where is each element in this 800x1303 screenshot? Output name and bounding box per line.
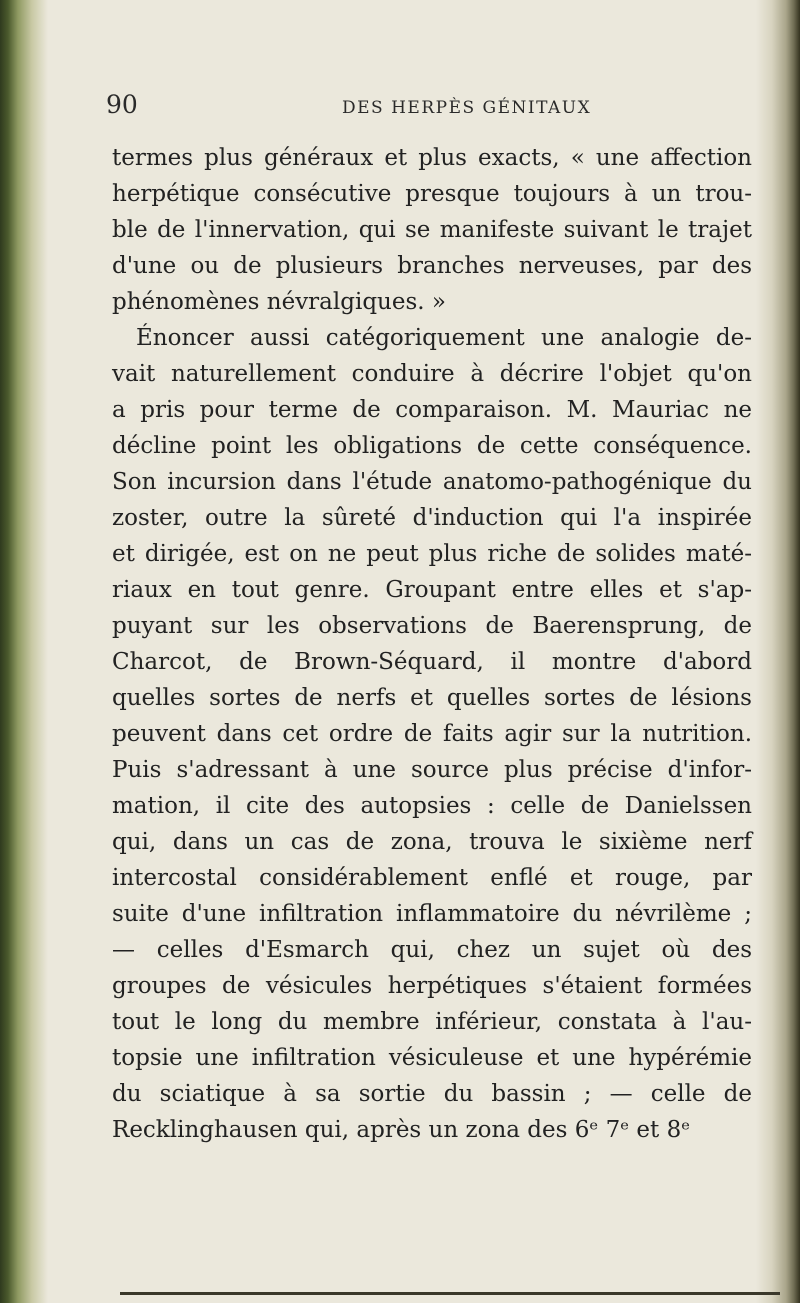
text-line: Énoncer aussi catégoriquement une analogie de- — [136, 325, 752, 351]
text-line: Charcot, de Brown-Séquard, il montre d'abord — [112, 649, 752, 675]
text-line: et dirigée, est on ne peut plus riche de solides maté- — [112, 541, 752, 567]
text-line: topsie une infiltration vésiculeuse et une hypérémie — [112, 1045, 752, 1071]
text-line: quelles sortes de nerfs et quelles sortes de lésions — [112, 685, 752, 711]
bottom-edge-line — [120, 1292, 780, 1295]
text-line: a pris pour terme de comparaison. M. Mauriac ne — [112, 397, 752, 423]
page-edge-shadow — [756, 0, 800, 1303]
running-title: DES HERPÈS GÉNITAUX — [342, 98, 592, 118]
text-line: riaux en tout genre. Groupant entre elles et s'ap- — [112, 577, 752, 603]
text-line: Recklinghausen qui, après un zona des 6ᵉ 7ᵉ et 8ᵉ — [112, 1117, 691, 1143]
page-header — [0, 88, 800, 122]
text-line: Puis s'adressant à une source plus précise d'infor- — [112, 757, 752, 783]
text-line: — celles d'Esmarch qui, chez un sujet où des — [112, 937, 752, 963]
page-number: 90 — [106, 90, 138, 119]
text-line: d'une ou de plusieurs branches nerveuses, par des — [112, 253, 752, 279]
text-line: termes plus généraux et plus exacts, « une affection — [112, 145, 752, 171]
text-line: puyant sur les observations de Baerensprung, de — [112, 613, 752, 639]
text-line: peuvent dans cet ordre de faits agir sur la nutrition. — [112, 721, 752, 747]
text-line: qui, dans un cas de zona, trouva le sixième nerf — [112, 829, 752, 855]
text-line: ble de l'innervation, qui se manifeste suivant le trajet — [112, 217, 752, 243]
text-line: mation, il cite des autopsies : celle de Danielssen — [112, 793, 752, 819]
binding-shadow — [0, 0, 48, 1303]
text-line: Son incursion dans l'étude anatomo-pathogénique du — [112, 469, 752, 495]
text-line: herpétique consécutive presque toujours à un trou- — [112, 181, 752, 207]
text-line: tout le long du membre inférieur, constata à l'au- — [112, 1009, 752, 1035]
text-line: groupes de vésicules herpétiques s'étaient formées — [112, 973, 752, 999]
text-line: du sciatique à sa sortie du bassin ; — celle de — [112, 1081, 752, 1107]
text-line: suite d'une infiltration inflammatoire du névrilème ; — [112, 901, 752, 927]
text-line: vait naturellement conduire à décrire l'objet qu'on — [112, 361, 752, 387]
text-line: phénomènes névralgiques. » — [112, 289, 446, 315]
text-line: intercostal considérablement enflé et rouge, par — [112, 865, 752, 891]
body-text — [112, 140, 752, 1148]
text-line: zoster, outre la sûreté d'induction qui l'a inspirée — [112, 505, 752, 531]
text-line: décline point les obligations de cette conséquence. — [112, 433, 752, 459]
